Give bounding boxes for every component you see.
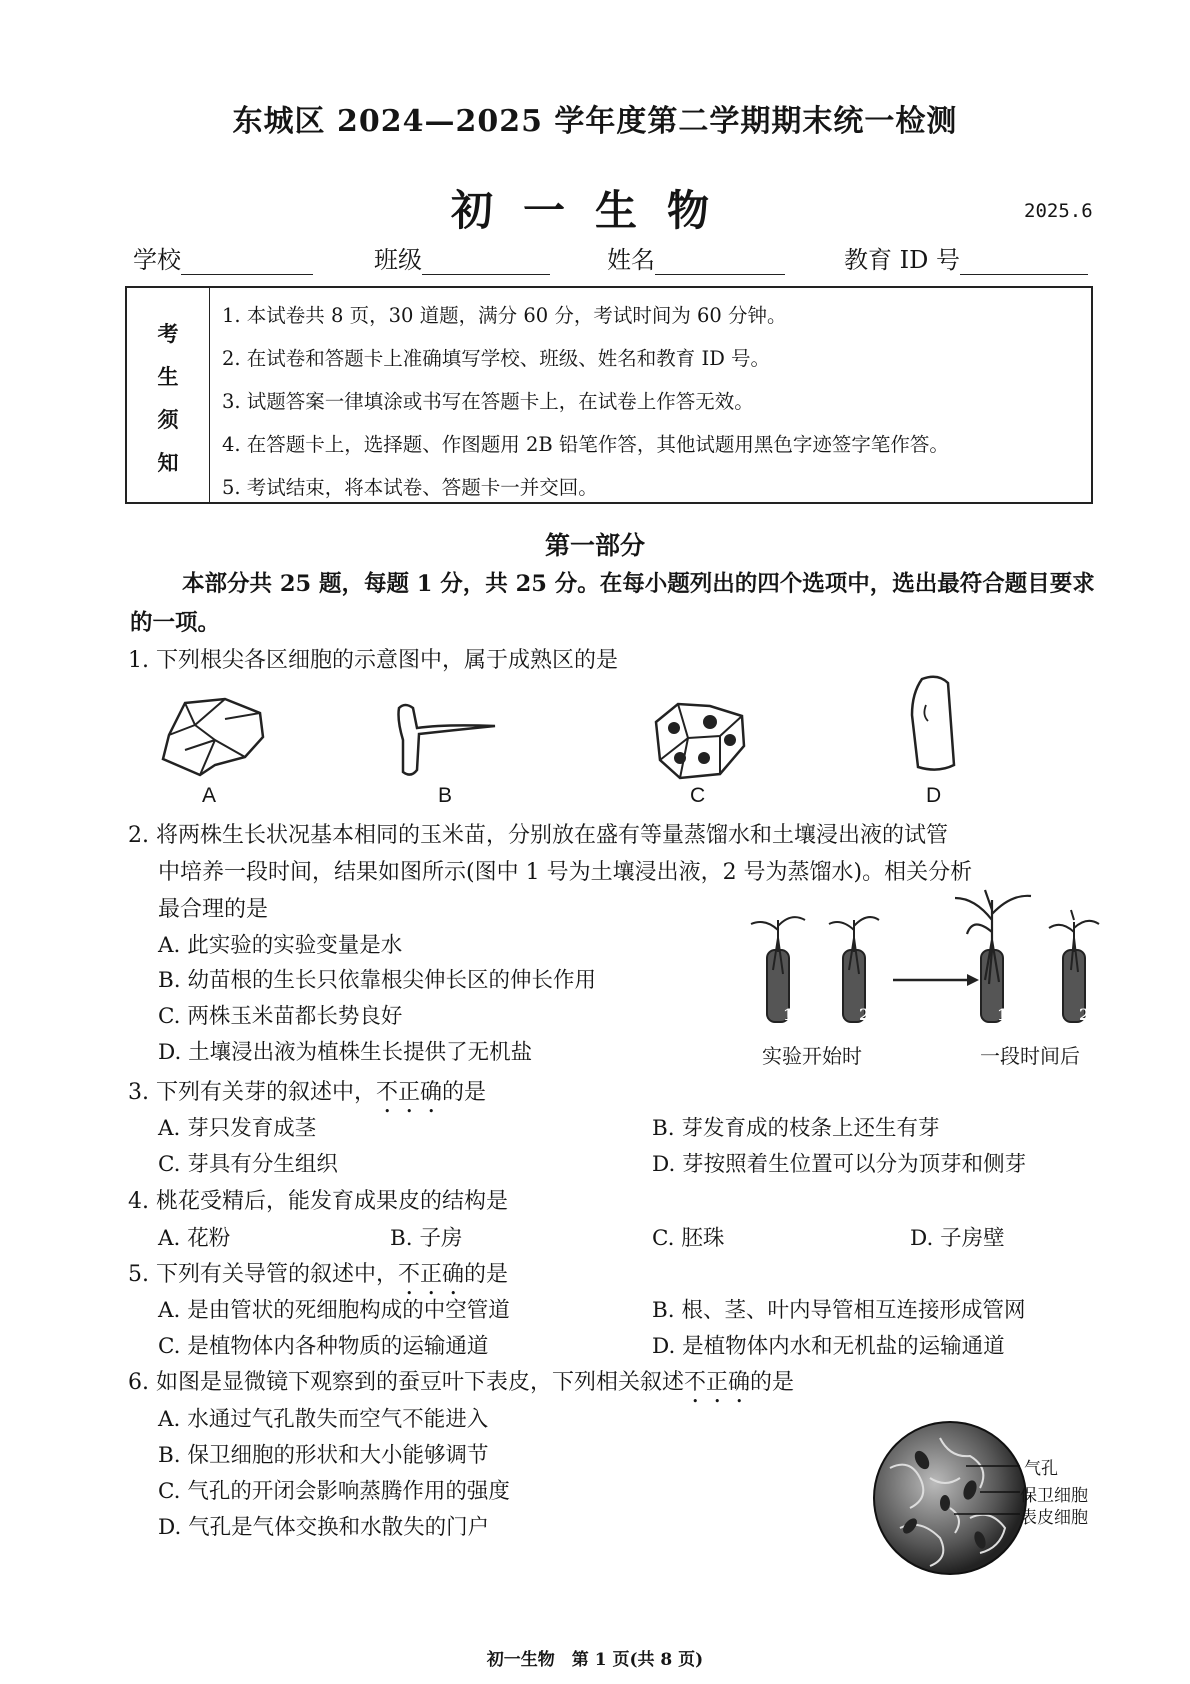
class-blank	[422, 250, 550, 275]
question-3-option-b: B. 芽发育成的枝条上还生有芽	[652, 1116, 940, 1141]
guard-cell-label: 保卫细胞	[1020, 1486, 1088, 1506]
class-field	[374, 240, 550, 275]
page-footer: 初一生物 第 1 页(共 8 页)	[486, 1650, 704, 1670]
diagram-label-a: A	[202, 784, 217, 807]
name-label: 姓名	[607, 246, 655, 274]
question-4-stem: 4. 桃花受精后，能发育成果皮的结构是	[128, 1189, 508, 1214]
notice-side-label	[127, 288, 210, 502]
diagram-label-c: C	[690, 784, 706, 807]
notice-item: 2. 在试卷和答题卡上准确填写学校、班级、姓名和教育 ID 号。	[222, 347, 771, 370]
tube-label-2-start: 2	[859, 1005, 871, 1024]
question-3-option-c: C. 芽具有分生组织	[158, 1152, 338, 1177]
edu-id-field	[844, 240, 1088, 275]
corn-seedling-experiment-figure	[745, 890, 1105, 1030]
question-6-emphasis: 不正确	[684, 1370, 751, 1395]
question-3-stem-pre: 3. 下列有关芽的叙述中，	[128, 1080, 376, 1105]
epidermal-cell-label: 表皮细胞	[1020, 1508, 1088, 1528]
root-cell-diagram-b	[395, 700, 500, 780]
question-5-option-d: D. 是植物体内水和无机盐的运输通道	[652, 1334, 1005, 1359]
question-4-option-a: A. 花粉	[158, 1226, 231, 1251]
root-cell-diagram-a	[155, 695, 270, 780]
edu-id-label: 教育 ID 号	[844, 246, 960, 274]
school-blank	[181, 250, 313, 275]
question-5-option-b: B. 根、茎、叶内导管相互连接形成管网	[652, 1298, 1026, 1323]
question-2-option-d: D. 土壤浸出液为植株生长提供了无机盐	[158, 1040, 533, 1065]
edu-id-blank	[960, 250, 1088, 275]
question-5-option-c: C. 是植物体内各种物质的运输通道	[158, 1334, 489, 1359]
question-4-option-c: C. 胚珠	[652, 1226, 725, 1251]
question-1-stem: 1. 下列根尖各区细胞的示意图中，属于成熟区的是	[128, 648, 618, 673]
question-3-emphasis: 不正确	[375, 1080, 442, 1105]
exam-date: 2025.6	[1024, 200, 1093, 222]
question-6-stem-pre: 6. 如图是显微镜下观察到的蚕豆叶下表皮，下列相关叙述	[128, 1370, 684, 1395]
school-label: 学校	[133, 246, 181, 274]
notice-side-char: 知	[157, 450, 179, 475]
question-5-option-a: A. 是由管状的死细胞构成的中空管道	[158, 1298, 510, 1323]
question-4-option-b: B. 子房	[390, 1226, 463, 1251]
figure-caption-after: 一段时间后	[980, 1044, 1080, 1068]
notice-item: 3. 试题答案一律填涂或书写在答题卡上，在试卷上作答无效。	[222, 390, 754, 413]
name-blank	[655, 250, 785, 275]
notice-side-char: 考	[157, 321, 179, 346]
leaf-epidermis-micrograph	[870, 1418, 1030, 1578]
tube-label-2-after: 2	[1079, 1005, 1091, 1024]
question-2-stem-line-2: 中培养一段时间，结果如图所示(图中 1 号为土壤浸出液，2 号为蒸馏水)。相关分析	[158, 860, 973, 885]
diagram-label-b: B	[438, 784, 453, 807]
question-2-option-c: C. 两株玉米苗都长势良好	[158, 1004, 403, 1029]
root-cell-diagram-c	[650, 700, 750, 780]
question-5-stem-pre: 5. 下列有关导管的叙述中，	[128, 1262, 398, 1287]
class-label: 班级	[374, 246, 422, 274]
question-6-option-a: A. 水通过气孔散失而空气不能进入	[158, 1407, 489, 1432]
question-2-stem-line-1: 2. 将两株生长状况基本相同的玉米苗，分别放在盛有等量蒸馏水和土壤浸出液的试管	[128, 823, 948, 848]
name-field	[607, 240, 785, 275]
question-3-option-d: D. 芽按照着生位置可以分为顶芽和侧芽	[652, 1152, 1027, 1177]
root-cell-diagram-d	[908, 675, 958, 775]
notice-item: 5. 考试结束，将本试卷、答题卡一并交回。	[222, 476, 598, 499]
question-6-option-b: B. 保卫细胞的形状和大小能够调节	[158, 1443, 489, 1468]
figure-caption-start: 实验开始时	[762, 1044, 862, 1068]
question-6-option-c: C. 气孔的开闭会影响蒸腾作用的强度	[158, 1479, 510, 1504]
question-6-option-d: D. 气孔是气体交换和水散失的门户	[158, 1515, 490, 1540]
question-2-stem-line-3: 最合理的是	[158, 897, 269, 922]
question-3-option-a: A. 芽只发育成茎	[158, 1116, 317, 1141]
question-3-stem-post: 的是	[442, 1080, 487, 1105]
question-2-option-b: B. 幼苗根的生长只依靠根尖伸长区的伸长作用	[158, 968, 596, 993]
question-6-stem-post: 的是	[750, 1370, 795, 1395]
part-title: 第一部分	[544, 531, 645, 560]
subject-title: 初一生物	[450, 186, 739, 235]
diagram-label-d: D	[926, 784, 942, 807]
question-2-option-a: A. 此实验的实验变量是水	[158, 933, 403, 958]
tube-label-1-start: 1	[783, 1005, 795, 1024]
school-field	[133, 240, 313, 275]
question-4-option-d: D. 子房壁	[910, 1226, 1005, 1251]
notice-side-char: 生	[157, 364, 179, 389]
exam-title: 东城区 2024—2025 学年度第二学期期末统一检测	[232, 104, 958, 139]
notice-item: 1. 本试卷共 8 页，30 道题，满分 60 分，考试时间为 60 分钟。	[222, 304, 787, 327]
part-intro: 本部分共 25 题，每题 1 分，共 25 分。在每小题列出的四个选项中，选出最符合题目要求的一项。	[130, 571, 1095, 636]
notice-side-char: 须	[157, 407, 179, 432]
stoma-label: 气孔	[1024, 1459, 1058, 1479]
question-5-emphasis: 不正确	[397, 1262, 464, 1287]
notice-item: 4. 在答题卡上，选择题、作图题用 2B 铅笔作答，其他试题用黑色字迹签字笔作答。	[222, 433, 949, 456]
tube-label-1-after: 1	[997, 1005, 1009, 1024]
exam-notice-box	[125, 286, 1093, 504]
question-5-stem-post: 的是	[464, 1262, 509, 1287]
